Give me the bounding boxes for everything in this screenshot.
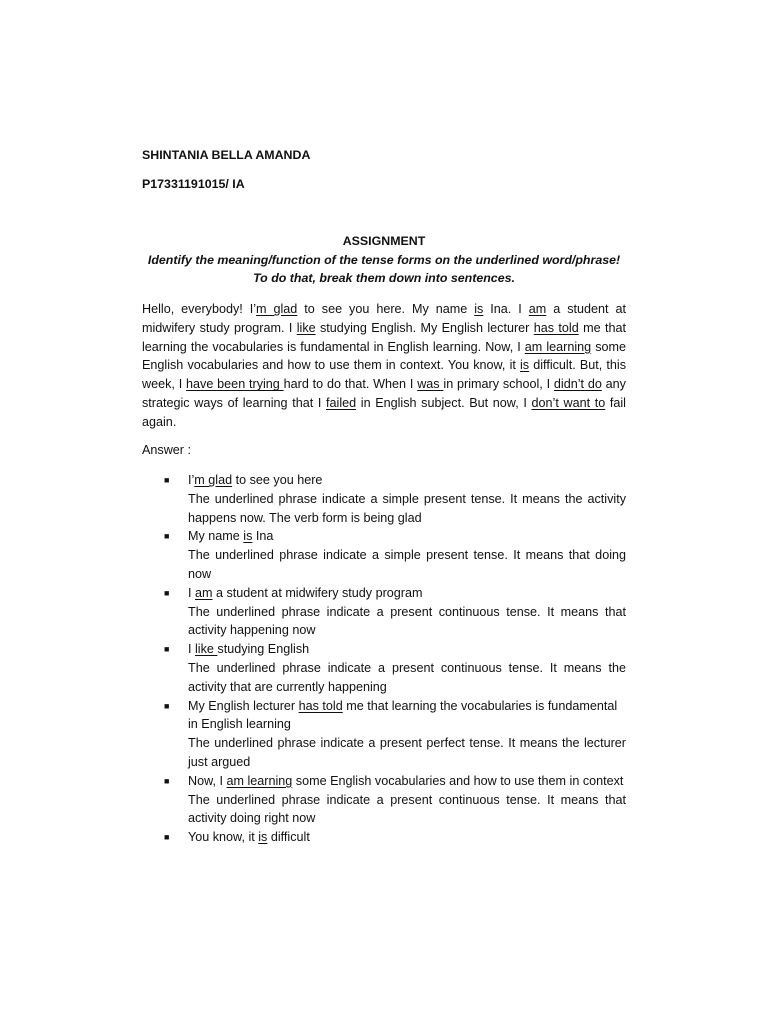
text-segment: studying English. My English lecturer — [315, 320, 534, 335]
text-segment: in English subject. But now, I — [356, 395, 532, 410]
text-segment: I — [188, 642, 195, 657]
bullet-icon: ■ — [164, 775, 170, 786]
underlined-phrase: has told — [533, 320, 579, 335]
underlined-phrase: is — [258, 830, 268, 845]
underlined-phrase: am — [528, 302, 547, 316]
bullet-icon: ■ — [164, 531, 170, 542]
underlined-phrase: didn’t do — [553, 377, 602, 392]
bullet-icon: ■ — [164, 832, 170, 843]
assignment-title: ASSIGNMENT — [342, 234, 426, 248]
answer-explanation: The underlined phrase indicate a present perfect tense. It means the lecturer just argued — [188, 736, 626, 769]
underlined-phrase: has told — [298, 698, 343, 713]
text-segment: Now, I — [188, 773, 227, 788]
underlined-phrase: is — [520, 358, 530, 373]
answer-explanation: The underlined phrase indicate a present continuous tense. It means the activity that are currently happening — [188, 660, 626, 694]
answer-item — [142, 640, 626, 696]
text-segment: to see you here. My name — [297, 302, 475, 316]
text-segment: a student at midwifery study program. I — [142, 302, 626, 335]
author-name: SHINTANIA BELLA AMANDA — [142, 148, 311, 162]
underlined-phrase: was — [417, 377, 444, 392]
text-segment: You know, it — [188, 830, 259, 845]
text-segment: difficult — [267, 830, 310, 845]
answer-explanation: The underlined phrase indicate a simple present tense. It means that doing now — [188, 548, 626, 581]
answer-list — [142, 471, 626, 847]
underlined-phrase: m glad — [256, 302, 298, 316]
answer-item — [142, 527, 626, 583]
answer-item — [142, 697, 626, 772]
instruction-line-2: To do that, break them down into sentences. — [253, 271, 515, 285]
answer-item — [142, 584, 626, 640]
text-segment: Hello, everybody! I’ — [142, 302, 257, 316]
answer-sentence — [188, 774, 623, 788]
bullet-icon: ■ — [164, 587, 170, 598]
bullet-icon: ■ — [164, 475, 170, 485]
answer-sentence — [188, 642, 309, 656]
underlined-phrase: am learning — [226, 773, 293, 788]
answer-explanation: The underlined phrase indicate a present continuous tense. It means that activity doing right now — [188, 792, 626, 826]
text-segment: My English lecturer — [188, 698, 299, 713]
text-segment: My name — [188, 529, 244, 544]
underlined-phrase: is — [474, 302, 484, 316]
answer-sentence — [188, 473, 322, 487]
bullet-icon: ■ — [164, 644, 170, 655]
student-id: P17331191015/ IA — [142, 177, 245, 191]
text-segment: hard to do that. When I — [283, 377, 418, 392]
answer-label: Answer : — [142, 443, 191, 457]
text-segment: studying English — [217, 642, 310, 657]
answer-explanation: The underlined phrase indicate a present continuous tense. It means that activity happening now — [188, 604, 626, 638]
text-segment: Ina — [252, 529, 274, 544]
text-segment: a student at midwifery study program — [212, 585, 423, 600]
underlined-phrase: have been trying — [186, 377, 284, 392]
bullet-icon: ■ — [164, 700, 170, 711]
text-segment: Ina. I — [483, 302, 529, 316]
underlined-phrase: don’t want to — [531, 395, 606, 410]
text-segment: any strategic ways of learning that I — [142, 377, 626, 410]
underlined-phrase: failed — [326, 395, 357, 410]
story-paragraph — [142, 300, 626, 432]
text-segment: I — [188, 585, 195, 600]
text-segment: difficult. But, this week, I — [142, 358, 626, 392]
text-segment: I’ — [188, 473, 195, 487]
underlined-phrase: m glad — [194, 473, 233, 487]
answer-explanation: The underlined phrase indicate a simple present tense. It means the activity happens now. The verb form is being glad — [188, 491, 626, 525]
text-segment: fail again. — [142, 395, 626, 429]
answer-sentence — [188, 699, 617, 732]
answer-item — [142, 471, 626, 527]
underlined-phrase: am learning — [524, 339, 592, 354]
text-segment: some English vocabularies and how to use them in context — [292, 773, 624, 788]
underlined-phrase: is — [243, 529, 253, 544]
text-segment: me that learning the vocabularies is fundamental in English learning. Now, I — [142, 320, 627, 354]
text-segment: some English vocabularies and how to use them in context. You know, it — [142, 339, 626, 373]
text-segment: in primary school, I — [443, 377, 554, 392]
underlined-phrase: like — [296, 320, 316, 335]
text-segment: me that learning the vocabularies is fundamental in English learning — [188, 698, 618, 732]
answer-sentence — [188, 529, 273, 543]
answer-item — [142, 772, 626, 828]
text-segment: to see you here — [232, 473, 323, 487]
answer-item — [142, 828, 626, 847]
instruction-line-1: Identify the meaning/function of the tense forms on the underlined word/phrase! — [147, 253, 621, 267]
answer-sentence — [188, 586, 423, 600]
answer-sentence — [188, 830, 310, 844]
underlined-phrase: am — [195, 585, 213, 600]
underlined-phrase: like — [195, 642, 218, 657]
